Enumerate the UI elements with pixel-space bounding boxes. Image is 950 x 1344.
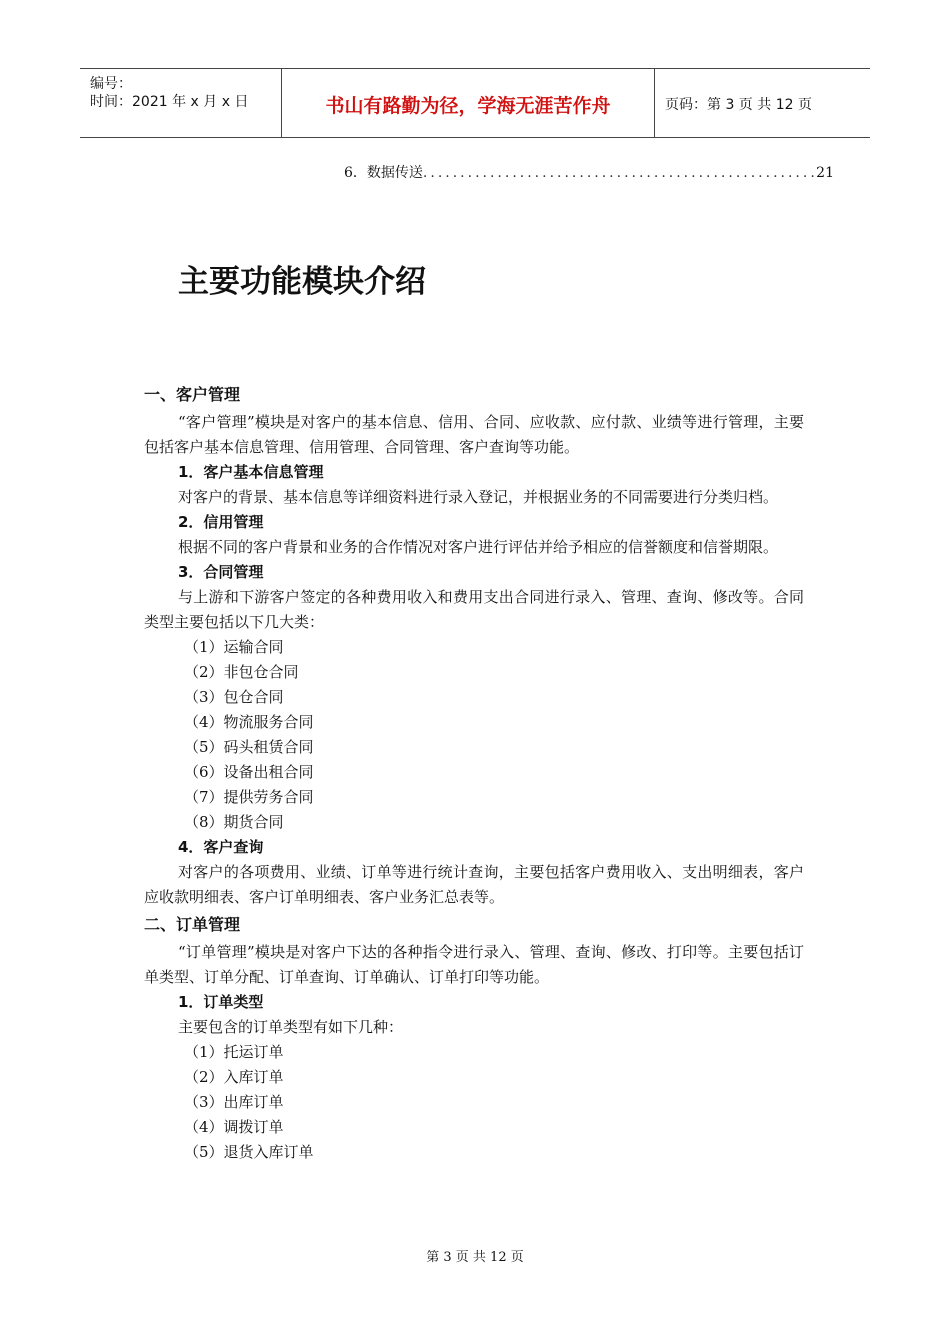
section-heading-order: 二、订单管理 <box>144 915 241 934</box>
subsection-heading: 1．订单类型 <box>178 993 264 1011</box>
list-item: （1）运输合同 <box>184 638 284 656</box>
toc-entry-page: 21 <box>816 165 834 181</box>
page-header <box>80 68 870 138</box>
subsection-text: 与上游和下游客户签定的各种费用收入和费用支出合同进行录入、管理、查询、修改等。合同类型主要包括以下几大类： <box>144 588 804 631</box>
list-item: （2）入库订单 <box>184 1068 284 1086</box>
header-motto: 书山有路勤为径，学海无涯苦作舟 <box>325 95 611 117</box>
subsection-heading: 1．客户基本信息管理 <box>178 463 324 481</box>
list-item: （3）出库订单 <box>184 1093 284 1111</box>
list-item: （4）物流服务合同 <box>184 713 314 731</box>
document-body <box>144 380 804 1165</box>
list-item: （5）码头租赁合同 <box>184 738 314 756</box>
subsection-text: 对客户的背景、基本信息等详细资料进行录入登记，并根据业务的不同需要进行分类归档。 <box>178 488 779 506</box>
header-meta-cell <box>80 69 282 137</box>
list-item: （6）设备出租合同 <box>184 763 314 781</box>
toc-entry <box>344 162 834 182</box>
document-number-label: 编号： <box>90 76 132 92</box>
list-item: （4）调拨订单 <box>184 1118 284 1136</box>
page-footer: 第 3 页 共 12 页 <box>426 1250 524 1265</box>
toc-leader-dots <box>423 165 816 181</box>
list-item: （8）期货合同 <box>184 813 284 831</box>
subsection-heading: 2．信用管理 <box>178 513 264 531</box>
list-item: （5）退货入库订单 <box>184 1143 314 1161</box>
section-heading-customer: 一、客户管理 <box>144 385 241 404</box>
list-item: （7）提供劳务合同 <box>184 788 314 806</box>
header-motto-cell <box>282 69 655 137</box>
document-time-label: 时间：2021 年 x 月 x 日 <box>90 94 249 110</box>
page-title: 主要功能模块介绍 <box>178 264 426 300</box>
section-intro-customer: “客户管理”模块是对客户的基本信息、信用、合同、应收款、应付款、业绩等进行管理，主要包括客户基本信息管理、信用管理、合同管理、客户查询等功能。 <box>144 413 804 456</box>
subsection-text: 对客户的各项费用、业绩、订单等进行统计查询，主要包括客户费用收入、支出明细表，客户应收款明细表、客户订单明细表、客户业务汇总表等。 <box>144 863 804 906</box>
toc-entry-label: 6．数据传送 <box>344 165 423 181</box>
subsection-heading: 3．合同管理 <box>178 563 264 581</box>
header-page-cell <box>655 69 870 137</box>
subsection-text: 根据不同的客户背景和业务的合作情况对客户进行评估并给予相应的信誉额度和信誉期限。 <box>178 538 779 556</box>
list-item: （3）包仓合同 <box>184 688 284 706</box>
header-page-info: 页码：第 3 页 共 12 页 <box>665 97 812 113</box>
subsection-heading: 4．客户查询 <box>178 838 264 856</box>
list-item: （1）托运订单 <box>184 1043 284 1061</box>
list-item: （2）非包仓合同 <box>184 663 299 681</box>
subsection-text: 主要包含的订单类型有如下几种： <box>178 1018 404 1036</box>
section-intro-order: “订单管理”模块是对客户下达的各种指令进行录入、管理、查询、修改、打印等。主要包括订单类型、订单分配、订单查询、订单确认、订单打印等功能。 <box>144 943 804 986</box>
